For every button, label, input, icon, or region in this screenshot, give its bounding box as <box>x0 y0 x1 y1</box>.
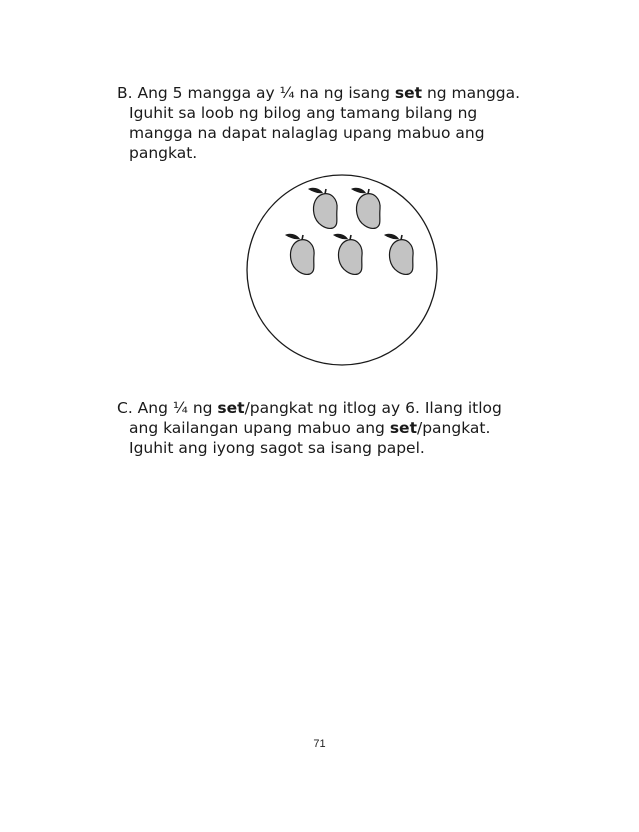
page-number: 71 <box>313 738 326 750</box>
question-c-line-2 <box>117 418 587 438</box>
mango-icon <box>285 234 314 275</box>
question-b-text-end: ng mangga. <box>422 84 521 102</box>
question-b-line-1 <box>117 83 587 103</box>
question-c-line-2-text-end: /pangkat. <box>416 419 491 437</box>
mango-icon <box>308 188 337 229</box>
question-c-line-1 <box>117 398 587 418</box>
question-c-line-2-bold-word: set <box>389 419 417 437</box>
question-c-line-2-text: ang kailangan upang mabuo ang <box>129 419 390 437</box>
question-c-line-3: Iguhit ang iyong sagot sa isang papel. <box>129 439 425 457</box>
question-b-line-2: Iguhit sa loob ng bilog ang tamang bilang ng <box>129 104 478 122</box>
mango-circle-svg <box>244 172 440 368</box>
question-c-text: C. Ang ¼ ng <box>117 399 218 417</box>
question-c-bold-word: set <box>217 399 245 417</box>
question-b-line-4: pangkat. <box>129 144 198 162</box>
question-b <box>117 83 587 163</box>
mango-icon <box>351 188 380 229</box>
question-c-text-end: /pangkat ng itlog ay 6. Ilang itlog <box>244 399 502 417</box>
mango-icon <box>333 234 362 275</box>
mango-icon <box>384 234 413 275</box>
question-b-line-3: mangga na dapat nalaglag upang mabuo ang <box>129 124 485 142</box>
question-b-bold-word: set <box>394 84 423 102</box>
question-b-text: B. Ang 5 mangga ay ¼ na ng isang <box>117 84 395 102</box>
question-c <box>117 398 587 458</box>
mango-circle-figure <box>244 172 440 368</box>
